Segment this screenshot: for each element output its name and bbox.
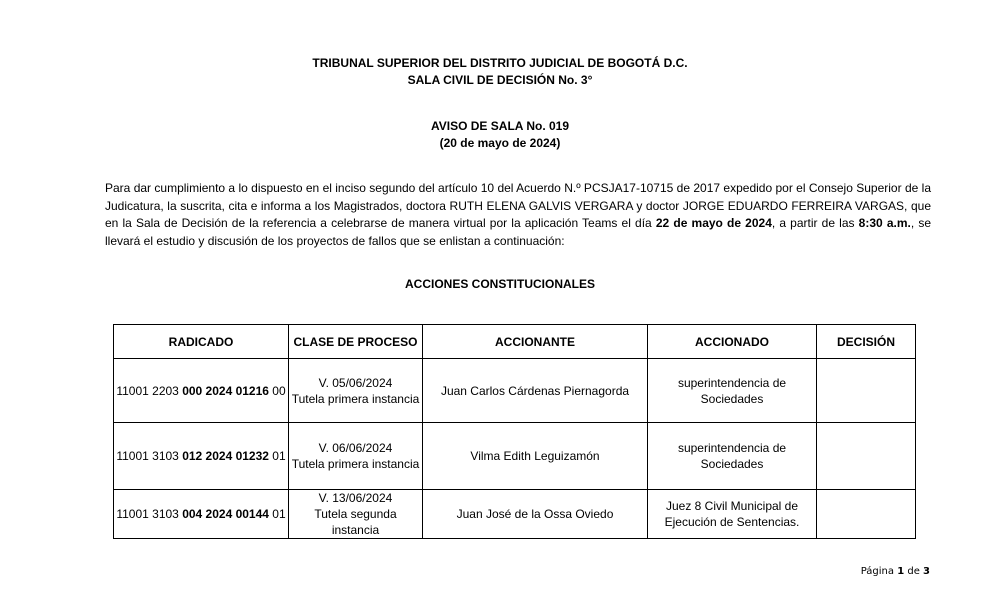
- section-title: ACCIONES CONSTITUCIONALES: [404, 277, 595, 291]
- clase-type: Tutela primera instancia: [291, 391, 420, 406]
- clase-type: Tutela segunda instancia: [314, 507, 397, 537]
- accionante-cell: Juan Carlos Cárdenas Piernagorda: [423, 359, 648, 423]
- accionado-cell: [648, 490, 817, 539]
- radicado-number: 000 2024 01216: [182, 383, 269, 398]
- radicado-cell: [114, 423, 289, 490]
- clase-date: V. 13/06/2024: [318, 491, 393, 505]
- radicado-cell: [114, 359, 289, 423]
- chamber-name: SALA CIVIL DE DECISIÓN No. 3°: [407, 73, 593, 87]
- paragraph-text-3: , se llevará el estudio y discusión de los proyectos de fallos que se enlistan a continuación:: [105, 216, 931, 248]
- page-current: 1: [897, 566, 905, 577]
- accionado-cell: [648, 359, 817, 423]
- cases-table: [113, 324, 916, 539]
- radicado-suffix: 01: [268, 449, 286, 463]
- radicado-prefix: 11001 3103: [116, 449, 183, 463]
- header-radicado: RADICADO: [114, 325, 289, 359]
- page-number: [861, 566, 930, 577]
- clase-type: Tutela primera instancia: [291, 457, 420, 471]
- radicado-prefix: 11001 3103: [116, 507, 183, 521]
- header-decision: DECISIÓN: [817, 325, 916, 359]
- accionado-line-1: Juez 8 Civil Municipal de: [665, 499, 799, 513]
- clase-date: V. 06/06/2024: [318, 441, 393, 455]
- page-of: de: [907, 566, 920, 577]
- table-row: [114, 423, 916, 490]
- radicado-number: 004 2024 00144: [182, 507, 269, 521]
- clase-date: V. 05/06/2024: [318, 375, 393, 390]
- decision-cell: [817, 490, 916, 539]
- radicado-prefix: 11001 2203: [116, 383, 183, 398]
- accionado-line-2: Sociedades: [700, 391, 764, 406]
- accionado-line-2: Sociedades: [700, 457, 764, 471]
- notice-heading: [0, 118, 1000, 152]
- accionante-cell: Juan José de la Ossa Oviedo: [423, 490, 648, 539]
- page-total: 3: [923, 566, 930, 577]
- accionado-line-1: superintendencia de: [677, 441, 787, 455]
- document-header: [0, 55, 1000, 89]
- header-accionante: ACCIONANTE: [423, 325, 648, 359]
- session-date: 22 de mayo de 2024: [655, 216, 772, 230]
- decision-cell: [817, 359, 916, 423]
- table-header-row: [114, 325, 916, 359]
- radicado-number: 012 2024 01232: [182, 449, 269, 463]
- paragraph-text-2: , a partir de las: [771, 216, 859, 230]
- radicado-suffix: 01: [268, 507, 286, 521]
- accionante-cell: Vilma Edith Leguizamón: [423, 423, 648, 490]
- radicado-cell: [114, 490, 289, 539]
- clase-cell: [289, 359, 423, 423]
- session-time: 8:30 a.m.: [858, 216, 911, 230]
- clase-cell: [289, 423, 423, 490]
- clase-cell: [289, 490, 423, 539]
- paragraph-text-1: Para dar cumplimiento a lo dispuesto en el inciso segundo del artículo 10 del Acuerdo N.º PCSJA17-10715 de 2017 expedido por el Consejo Superior de la Judicatura, la suscrita, cita e informa a los Magistrados, doctora RUTH ELENA GALVIS VERGARA y doctor JORGE EDUARDO FERREIRA VARGAS, que en la Sala de Decisión de la referencia a celebrarse de manera virtual por la aplicación Teams el día: [105, 181, 931, 230]
- notice-date: (20 de mayo de 2024): [439, 136, 561, 150]
- decision-cell: [817, 423, 916, 490]
- header-clase-de-proceso: CLASE DE PROCESO: [289, 325, 423, 359]
- accionado-cell: [648, 423, 817, 490]
- page-label: Página: [860, 566, 894, 577]
- radicado-suffix: 00: [268, 383, 286, 398]
- court-name: TRIBUNAL SUPERIOR DEL DISTRITO JUDICIAL DE BOGOTÁ D.C.: [312, 56, 688, 70]
- table-row: [114, 490, 916, 539]
- notice-title: AVISO DE SALA No. 019: [430, 119, 570, 133]
- accionado-line-2: Ejecución de Sentencias.: [664, 515, 800, 529]
- notice-paragraph: [105, 180, 931, 250]
- header-accionado: ACCIONADO: [648, 325, 817, 359]
- table-row: [114, 359, 916, 423]
- accionado-line-1: superintendencia de: [677, 375, 787, 390]
